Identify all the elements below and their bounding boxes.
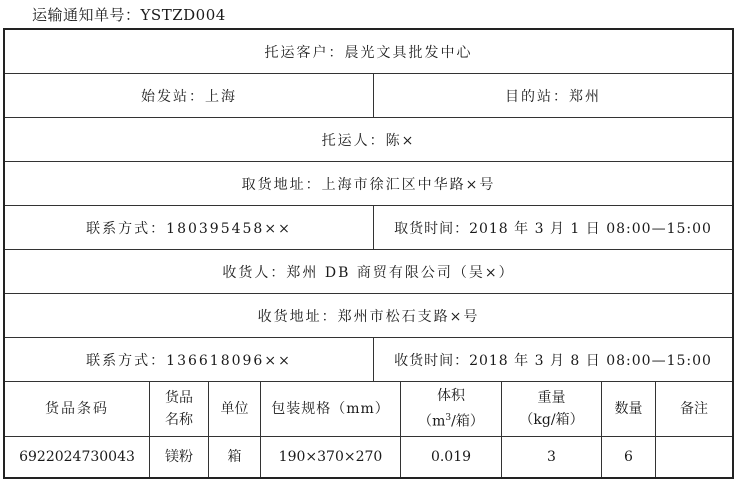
destination-cell (374, 74, 732, 117)
header-spec-text: 包装规格（mm） (271, 401, 390, 417)
header-barcode (5, 382, 150, 437)
consignee-row (5, 250, 732, 294)
row-spec-text: 190×370×270 (278, 449, 383, 465)
notice-number-header (32, 2, 226, 28)
shipper-contact-cell (5, 206, 374, 249)
pickup-contact-row (5, 206, 732, 250)
shipper-contact-text: 联系方式：180395458×× (86, 220, 292, 237)
header-remarks (656, 382, 732, 437)
client-text: 托运客户：晨光文具批发中心 (264, 44, 473, 61)
header-volume-post: /箱） (451, 413, 484, 430)
consignee-text: 收货人：郑州 DB 商贸有限公司（吴×） (222, 264, 515, 281)
header-volume-pre: （m (418, 413, 446, 430)
destination-text: 目的站：郑州 (505, 88, 601, 105)
notice-number-label: 运输通知单号： (32, 6, 141, 24)
row-volume-text: 0.019 (430, 449, 472, 465)
header-volume-line1: 体积 (437, 388, 465, 405)
row-quantity-text: 6 (624, 449, 633, 465)
consignee-contact-text: 联系方式：136618096×× (86, 352, 292, 369)
row-unit (209, 437, 261, 477)
header-spec (261, 382, 401, 437)
header-remarks-text: 备注 (680, 401, 708, 417)
header-quantity (602, 382, 656, 437)
client-row (5, 30, 732, 74)
delivery-address-row (5, 294, 732, 338)
header-weight-line1: 重量 (537, 390, 566, 406)
delivery-address-text: 收货地址：郑州市松石支路×号 (257, 308, 480, 325)
row-weight-text: 3 (547, 449, 556, 465)
header-unit (209, 382, 261, 437)
pickup-address-row (5, 162, 732, 206)
row-name-text: 镁粉 (165, 449, 193, 465)
row-weight (502, 437, 602, 477)
delivery-time-text: 收货时间：2018 年 3 月 8 日 08:00—15:00 (394, 352, 712, 369)
row-quantity (602, 437, 656, 477)
header-name (150, 382, 209, 437)
header-volume-line2 (418, 407, 484, 433)
goods-table (5, 382, 732, 477)
notice-number-value: YSTZD004 (140, 6, 226, 24)
row-barcode (5, 437, 150, 477)
shipper-text: 托运人：陈× (321, 132, 416, 149)
row-volume (401, 437, 502, 477)
header-quantity-text: 数量 (614, 401, 643, 417)
header-volume (401, 382, 502, 437)
header-name-line1: 货品 (165, 390, 193, 406)
pickup-address-text: 取货地址：上海市徐汇区中华路×号 (241, 176, 496, 193)
row-spec (261, 437, 401, 477)
delivery-contact-row (5, 338, 732, 382)
pickup-time-cell (374, 206, 732, 249)
shipping-notice-form (3, 28, 734, 479)
header-weight-line2: （kg/箱） (519, 412, 584, 428)
header-weight (502, 382, 602, 437)
consignee-contact-cell (5, 338, 374, 381)
row-name (150, 437, 209, 477)
header-volume-sup: 3 (445, 413, 452, 424)
header-name-line2: 名称 (165, 412, 193, 428)
row-unit-text: 箱 (227, 449, 242, 465)
row-barcode-text: 6922024730043 (19, 449, 135, 465)
header-unit-text: 单位 (220, 401, 249, 417)
station-row (5, 74, 732, 118)
delivery-time-cell (374, 338, 732, 381)
row-remarks (656, 437, 732, 477)
pickup-time-text: 取货时间：2018 年 3 月 1 日 08:00—15:00 (394, 220, 712, 237)
origin-text: 始发站：上海 (141, 88, 237, 105)
header-barcode-text: 货品条码 (45, 401, 109, 417)
origin-cell (5, 74, 374, 117)
shipper-row (5, 118, 732, 162)
